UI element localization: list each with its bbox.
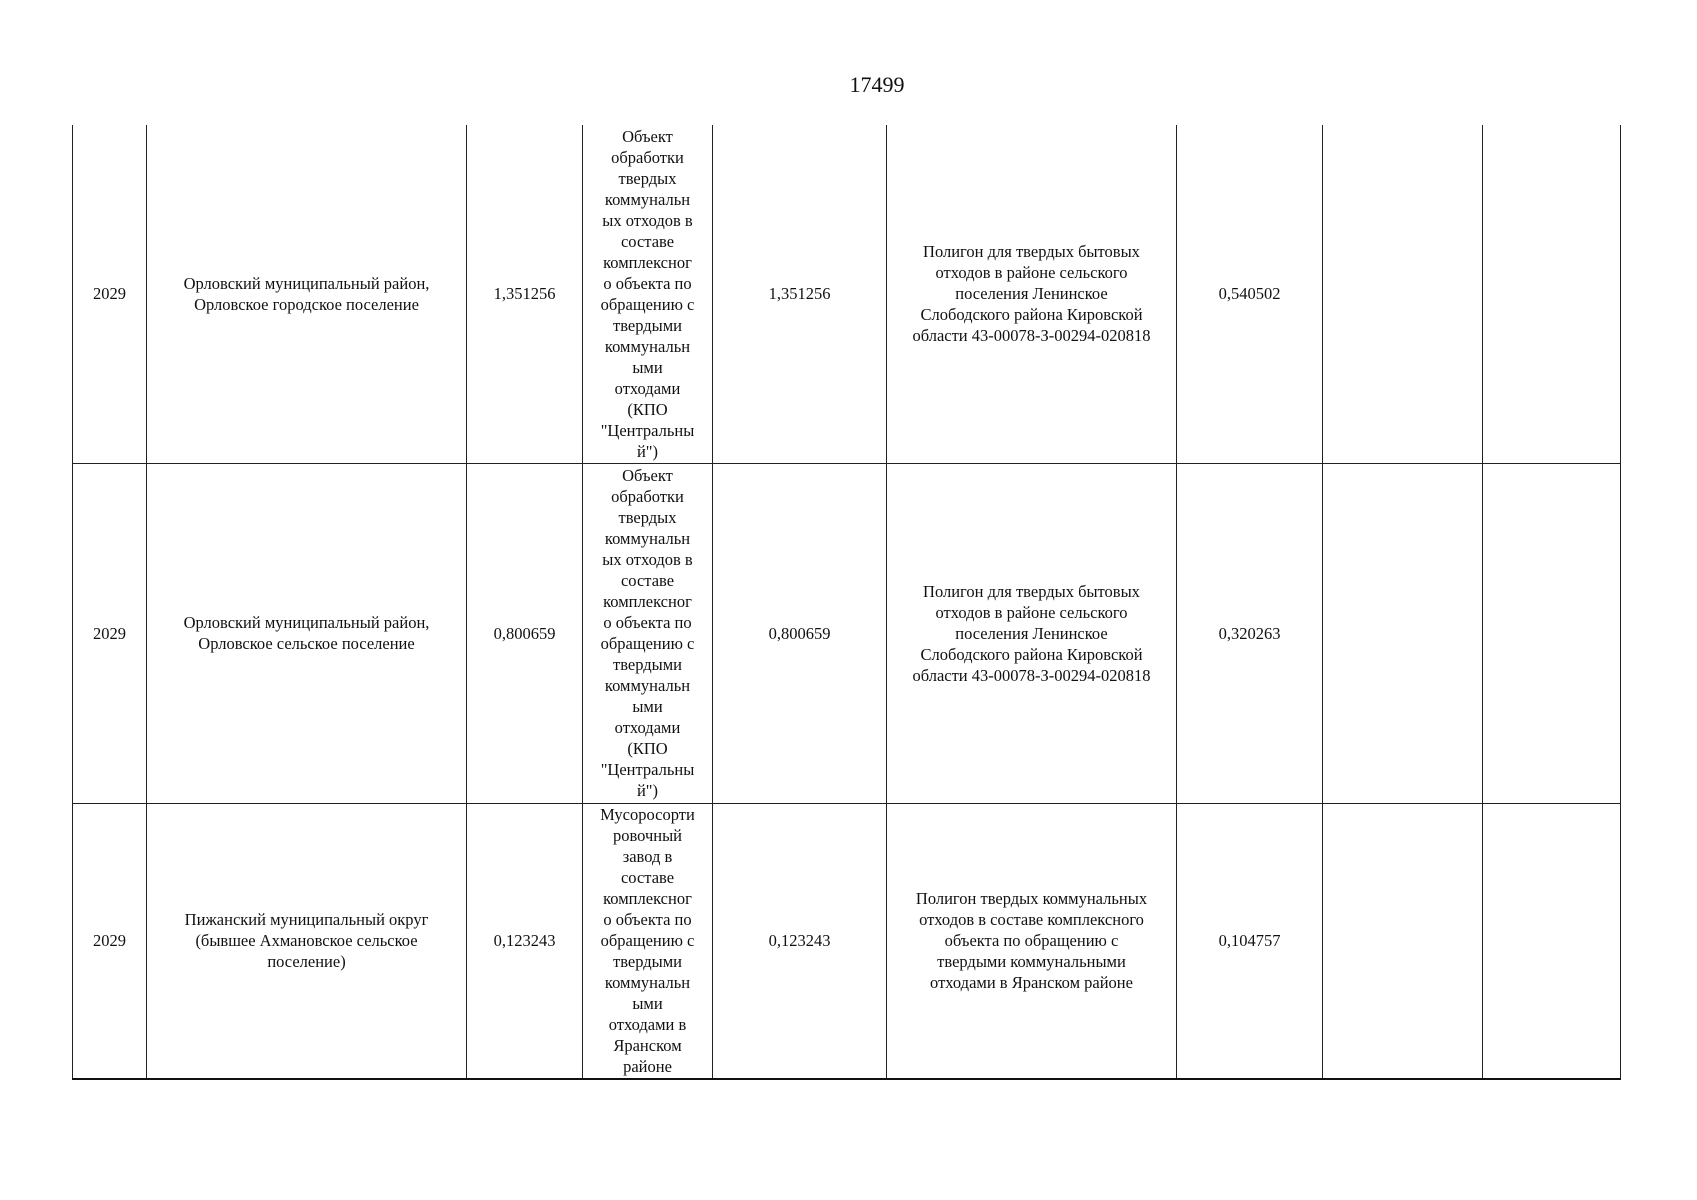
mass-cell: 0,104757 — [1177, 803, 1323, 1079]
year-cell: 2029 — [73, 463, 147, 803]
page-number: 17499 — [849, 72, 905, 97]
processing-object-cell: Объект обработки твердых коммунальн ых отходов в составе комплексног о объекта по обращению с твердыми коммунальн ыми отходами (КПО "Центральны й") — [583, 125, 713, 463]
empty-cell — [1323, 125, 1483, 463]
processing-object-cell: Объект обработки твердых коммунальн ых отходов в составе комплексног о объекта по обращению с твердыми коммунальн ыми отходами (КПО "Центральны й") — [583, 463, 713, 803]
year-cell: 2029 — [73, 803, 147, 1079]
waste-flow-table — [72, 125, 1621, 1080]
mass-cell: 0,123243 — [713, 803, 887, 1079]
district-cell: Орловский муниципальный район, Орловское городское поселение — [147, 125, 467, 463]
year-cell: 2029 — [73, 125, 147, 463]
processing-object-cell: Мусоросорти ровочный завод в составе комплексног о объекта по обращению с твердыми коммунальн ыми отходами в Яранском районе — [583, 803, 713, 1079]
empty-cell — [1483, 125, 1621, 463]
mass-cell: 0,800659 — [467, 463, 583, 803]
mass-cell: 1,351256 — [467, 125, 583, 463]
landfill-cell: Полигон для твердых бытовых отходов в районе сельского поселения Ленинское Слободского района Кировской области 43-00078-З-00294-020818 — [887, 463, 1177, 803]
landfill-cell: Полигон твердых коммунальных отходов в составе комплексного объекта по обращению с твердыми коммунальными отходами в Яранском районе — [887, 803, 1177, 1079]
empty-cell — [1323, 463, 1483, 803]
landfill-cell: Полигон для твердых бытовых отходов в районе сельского поселения Ленинское Слободского района Кировской области 43-00078-З-00294-020818 — [887, 125, 1177, 463]
mass-cell: 0,320263 — [1177, 463, 1323, 803]
table-row — [73, 125, 1621, 463]
empty-cell — [1323, 803, 1483, 1079]
mass-cell: 0,123243 — [467, 803, 583, 1079]
district-cell: Орловский муниципальный район, Орловское сельское поселение — [147, 463, 467, 803]
table-row — [73, 463, 1621, 803]
mass-cell: 0,800659 — [713, 463, 887, 803]
district-cell: Пижанский муниципальный округ (бывшее Ахмановское сельское поселение) — [147, 803, 467, 1079]
mass-cell: 0,540502 — [1177, 125, 1323, 463]
table-row — [73, 803, 1621, 1079]
mass-cell: 1,351256 — [713, 125, 887, 463]
empty-cell — [1483, 463, 1621, 803]
empty-cell — [1483, 803, 1621, 1079]
